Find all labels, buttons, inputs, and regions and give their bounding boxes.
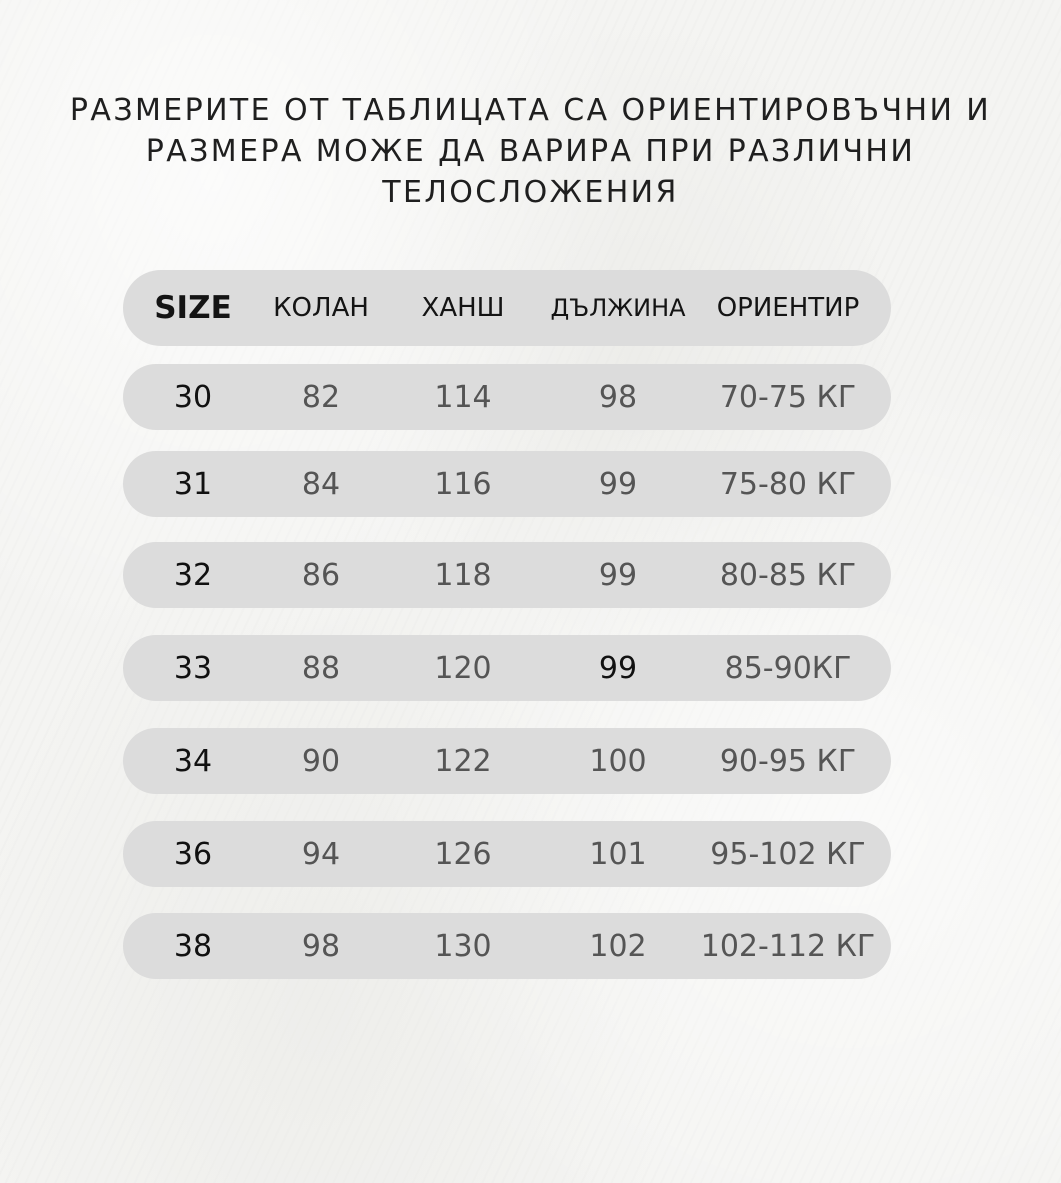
header-guide: ОРИЕНТИР [716,293,860,323]
table-row [123,635,891,701]
hips-cell: 130 [434,928,492,964]
length-cell: 99 [598,466,638,502]
size-cell: 36 [173,836,213,872]
header-waist: КОЛАН [273,293,369,323]
table-row [123,364,891,430]
size-cell: 30 [173,379,213,415]
guide-cell: 85-90КГ [724,650,852,686]
heading-line-3: ТЕЛОСЛОЖЕНИЯ [382,175,679,210]
length-cell: 99 [598,650,638,686]
size-cell: 31 [173,466,213,502]
guide-cell: 95-102 КГ [710,836,866,872]
header-length: ДЪЛЖИНА [550,294,686,322]
page-heading [60,90,1001,213]
guide-cell: 80-85 КГ [719,557,857,593]
guide-cell: 75-80 КГ [719,466,857,502]
waist-cell: 86 [301,557,341,593]
length-cell: 101 [589,836,647,872]
guide-cell: 90-95 КГ [719,743,857,779]
heading-line-1: РАЗМЕРИТЕ ОТ ТАБЛИЦАТА СА ОРИЕНТИРОВЪЧНИ И [69,93,992,128]
header-size: SIZE [154,290,232,326]
table-row [123,728,891,794]
length-cell: 102 [589,928,647,964]
hips-cell: 116 [434,466,492,502]
table-row [123,542,891,608]
length-cell: 100 [589,743,647,779]
size-cell: 38 [173,928,213,964]
guide-cell: 70-75 КГ [719,379,857,415]
hips-cell: 114 [434,379,492,415]
waist-cell: 82 [301,379,341,415]
hips-cell: 122 [434,743,492,779]
size-cell: 32 [173,557,213,593]
waist-cell: 88 [301,650,341,686]
guide-cell: 102-112 КГ [700,928,876,964]
hips-cell: 118 [434,557,492,593]
length-cell: 99 [598,557,638,593]
size-cell: 33 [173,650,213,686]
table-row [123,451,891,517]
heading-line-2: РАЗМЕРА МОЖЕ ДА ВАРИРА ПРИ РАЗЛИЧНИ [145,134,916,169]
waist-cell: 90 [301,743,341,779]
table-row [123,913,891,979]
size-cell: 34 [173,743,213,779]
waist-cell: 84 [301,466,341,502]
length-cell: 98 [598,379,638,415]
waist-cell: 98 [301,928,341,964]
header-hips: ХАНШ [421,293,505,323]
hips-cell: 120 [434,650,492,686]
hips-cell: 126 [434,836,492,872]
table-row [123,821,891,887]
table-header-row [123,270,891,346]
waist-cell: 94 [301,836,341,872]
